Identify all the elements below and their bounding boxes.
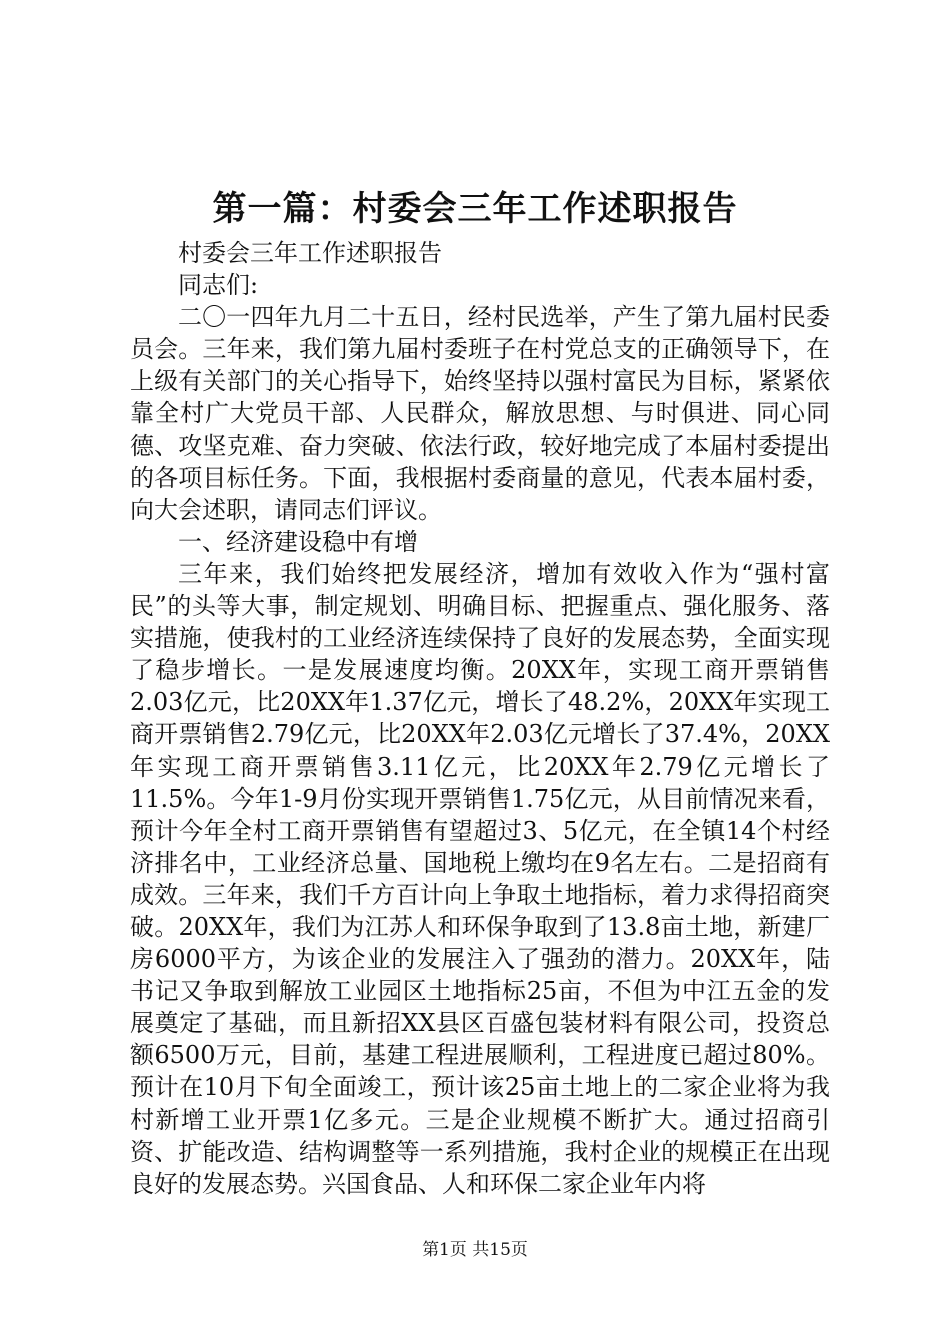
paragraph-economy: 三年来，我们始终把发展经济，增加有效收入作为“强村富民”的头等大事，制定规划、明确目标、把握重点、强化服务、落实措施，使我村的工业经济连续保持了良好的发展态势，全面实现了稳步增长。一是发展速度均衡。20XX年，实现工商开票销售2.03亿元，比20XX年1.37亿元，增长了48.2%，20XX年实现工商开票销售2.79亿元，比20XX年2.03亿元增长了37.4%，20XX年实现工商开票销售3.11亿元，比20XX年2.79亿元增长了11.5%。今年1-9月份实现开票销售1.75亿元，从目前情况来看，预计今年全村工商开票销售有望超过3、5亿元，在全镇14个村经济排名中，工业经济总量、国地税上缴均在9名左右。二是招商有成效。三年来，我们千方百计向上争取土地指标，着力求得招商突破。20XX年，我们为江苏人和环保争取到了13.8亩土地，新建厂房6000平方，为该企业的发展注入了强劲的潜力。20XX年，陆书记又争取到解放工业园区土地指标25亩，不但为中江五金的发展奠定了基础，而且新招XX县区百盛包装材料有限公司，投资总额6500万元，目前，基建工程进展顺利，工程进度已超过80%。预计在10月下旬全面竣工，预计该25亩土地上的二家企业将为我村新增工业开票1亿多元。三是企业规模不断扩大。通过招商引资、扩能改造、结构调整等一系列措施，我村企业的规模正在出现良好的发展态势。兴国食品、人和环保二家企业年内将 [130, 559, 830, 1198]
paragraph-intro: 二〇一四年九月二十五日，经村民选举，产生了第九届村民委员会。三年来，我们第九届村委班子在村党总支的正确领导下，在上级有关部门的关心指导下，始终坚持以强村富民为目标，紧紧依靠全村广大党员干部、人民群众，解放思想、与时俱进、同心同德、攻坚克难、奋力突破、依法行政，较好地完成了本届村委提出的各项目标任务。下面，我根据村委商量的意见，代表本届村委，向大会述职，请同志们评议。 [130, 303, 830, 524]
salutation-line: 同志们: [178, 271, 259, 300]
document-title: 第一篇：村委会三年工作述职报告 [212, 189, 738, 229]
document-body [130, 237, 830, 1200]
subtitle-line: 村委会三年工作述职报告 [178, 239, 442, 267]
page-footer: 第1页 共15页 [422, 1240, 528, 1260]
section-heading: 一、经济建设稳中有增 [178, 527, 418, 556]
